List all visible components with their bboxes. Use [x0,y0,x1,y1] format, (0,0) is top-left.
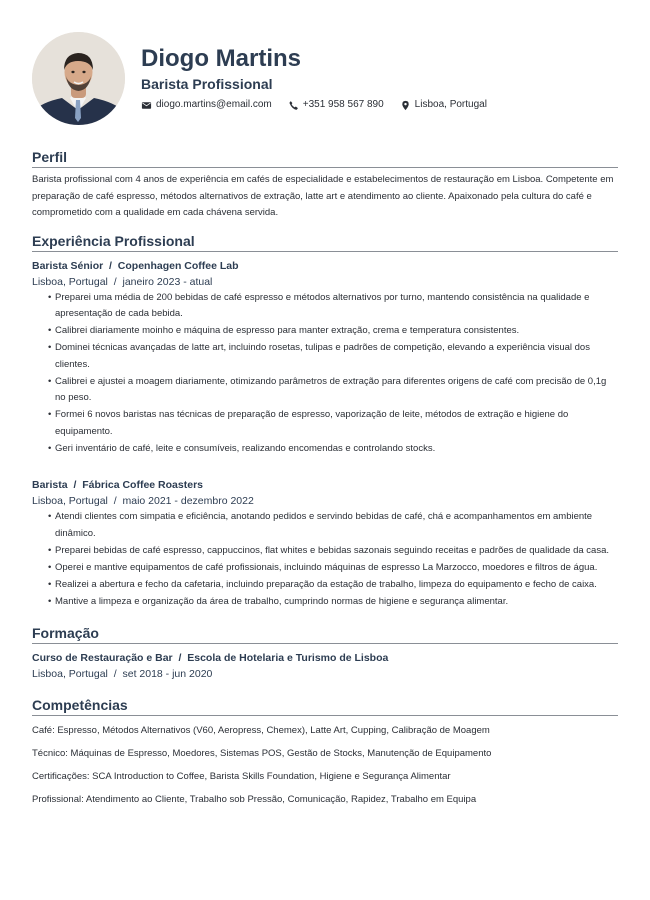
education-school: Escola de Hotelaria e Turismo de Lisboa [187,652,389,664]
bullet-item: • Calibrei diariamente moinho e máquina de espresso para manter extração, crema e temperatura consistentes. [48,323,618,340]
resume-header [32,0,618,140]
job-period: janeiro 2023 - atual [122,275,213,288]
education-period: set 2018 - jun 2020 [122,668,213,680]
job-position: Barista Sénior [32,259,104,272]
job-meta: Lisboa, Portugal / maio 2021 - dezembro 2022 [32,495,254,507]
bullet-item: • Formei 6 novos baristas nas técnicas de preparação de espresso, vaporização de leite, métodos de extração e higiene do equipamento. [48,407,618,440]
job-bullets [32,509,618,610]
profile-text: Barista profissional com 4 anos de experiência em cafés de especialidade e estabelecimentos de restauração em Lisboa. Competente em preparação de café espresso, métodos alternativos de extração, latte art e atendimento ao cliente. Apaixonado pela cultura do café e comprometido com a qualidade em cada chávena servida. [32,174,614,218]
job-location: Lisboa, Portugal [32,275,108,288]
job-entry [32,258,618,458]
email-icon [141,100,152,111]
contact-email[interactable] [141,98,272,112]
education-meta: Lisboa, Portugal / set 2018 - jun 2020 [32,668,213,680]
bullet-item: • Realizei a abertura e fecho da cafetaria, incluindo preparação da estação de trabalho, limpeza do equipamento e fecho de caixa. [48,577,618,594]
skill-line: Certificações: SCA Introduction to Coffee, Barista Skills Foundation, Higiene e Segurança Alimentar [32,771,451,782]
contact-location [400,98,487,112]
job-title: Barista / Fábrica Coffee Roasters [32,479,203,491]
job-location: Lisboa, Portugal [32,495,108,507]
location-pin-icon [400,100,411,111]
profile-section [32,148,618,222]
candidate-name: Diogo Martins [141,45,301,72]
candidate-role: Barista Profissional [141,76,273,92]
job-company: Fábrica Coffee Roasters [82,479,203,491]
skill-line: Profissional: Atendimento ao Cliente, Trabalho sob Pressão, Comunicação, Rapidez, Trabalho em Equipa [32,794,477,805]
job-entry [32,477,618,610]
bullet-item: • Operei e mantive equipamentos de café profissionais, incluindo máquinas de espresso La Marzocco, moedores e filtros de água. [48,560,618,577]
phone-text: +351 958 567 890 [302,99,384,110]
job-title: Barista Sénior / Copenhagen Coffee Lab [32,259,239,272]
contact-phone[interactable] [288,98,384,112]
section-title-skills: Competências [32,696,618,716]
skills-section [32,696,618,808]
education-entry [32,650,618,682]
profile-photo [32,32,125,125]
bullet-item: • Geri inventário de café, leite e consumíveis, realizando encomendas e controlando stocks. [48,441,618,458]
education-section [32,624,618,682]
section-title-profile: Perfil [32,148,618,168]
contact-row [141,98,503,112]
education-title: Curso de Restauração e Bar / Escola de Hotelaria e Turismo de Lisboa [32,652,389,664]
bullet-item: • Mantive a limpeza e organização da área de trabalho, cumprindo normas de higiene e segurança alimentar. [48,594,618,611]
job-bullets [32,290,618,458]
job-company: Copenhagen Coffee Lab [117,259,239,272]
skill-line: Técnico: Máquinas de Espresso, Moedores, Sistemas POS, Gestão de Stocks, Manutenção de Equipamento [32,748,492,759]
education-location: Lisboa, Portugal [32,668,108,680]
job-period: maio 2021 - dezembro 2022 [122,495,254,507]
experience-section [32,232,618,611]
section-title-experience: Experiência Profissional [32,232,618,252]
skill-line: Café: Espresso, Métodos Alternativos (V60, Aeropress, Chemex), Latte Art, Cupping, Calibração de Moagem [32,725,490,736]
location-text: Lisboa, Portugal [414,99,487,110]
job-meta: Lisboa, Portugal / janeiro 2023 - atual [32,275,213,288]
bullet-item: • Preparei uma média de 200 bebidas de café espresso e métodos alternativos por turno, mantendo consistência na qualidade e apresentação de cada bebida. [48,290,618,323]
bullet-item: • Dominei técnicas avançadas de latte art, incluindo rosetas, tulipas e padrões de competição, elevando a experiência visual dos clientes. [48,340,618,373]
avatar [32,32,125,125]
bullet-item: • Atendi clientes com simpatia e eficiência, anotando pedidos e servindo bebidas de café, chá e acompanhamentos em ambiente dinâmico. [48,509,618,542]
phone-icon [288,100,299,111]
job-position: Barista [32,479,68,491]
email-text: diogo.martins@email.com [156,99,272,110]
section-title-education: Formação [32,624,618,644]
bullet-item: • Calibrei e ajustei a moagem diariamente, otimizando parâmetros de extração para diferentes origens de café com precisão de 0,1g no peso. [48,374,618,407]
bullet-item: • Preparei bebidas de café espresso, cappuccinos, flat whites e bebidas sazonais seguindo receitas e padrões de qualidade da casa. [48,543,618,560]
education-course: Curso de Restauração e Bar [32,652,173,664]
